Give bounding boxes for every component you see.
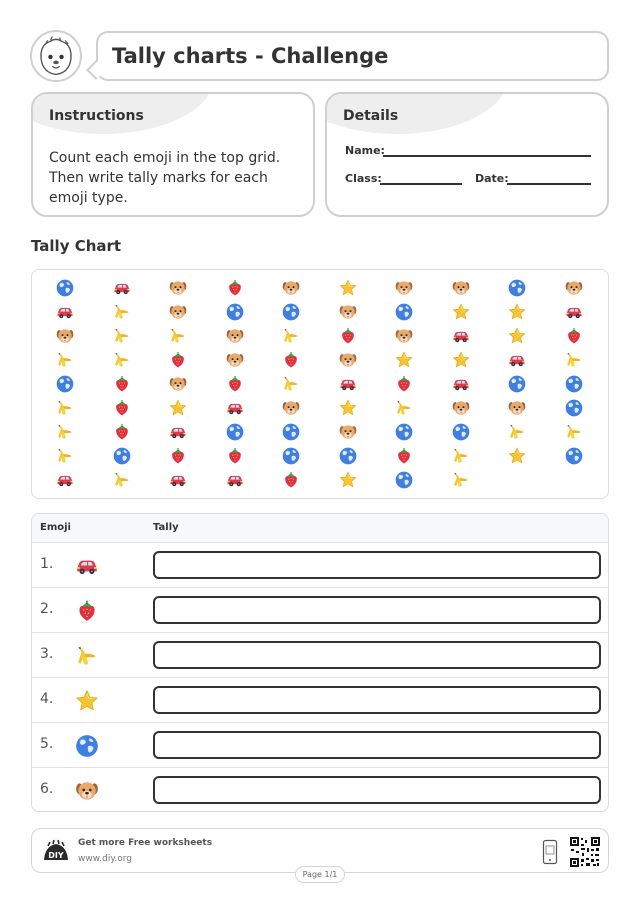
grid-cell bbox=[392, 469, 416, 491]
svg-text:DIY: DIY bbox=[48, 851, 64, 860]
globe-icon bbox=[225, 422, 245, 442]
table-row bbox=[32, 633, 608, 678]
grid-cell bbox=[166, 349, 190, 371]
grid-cell bbox=[336, 445, 360, 467]
grid-cell bbox=[505, 349, 529, 371]
dog-face-icon bbox=[168, 302, 188, 322]
row-number: 6. bbox=[40, 781, 54, 797]
grid-cell bbox=[53, 469, 77, 491]
grid-cell bbox=[392, 277, 416, 299]
instructions-heading: Instructions bbox=[49, 108, 144, 124]
phone-icon bbox=[542, 839, 558, 865]
car-icon bbox=[225, 398, 245, 418]
star-icon bbox=[74, 688, 100, 714]
grid-cell bbox=[449, 349, 473, 371]
grid-cell bbox=[505, 277, 529, 299]
star-icon bbox=[394, 350, 414, 370]
banana-icon bbox=[74, 643, 100, 669]
grid-cell bbox=[110, 373, 134, 395]
mascot-icon bbox=[32, 32, 80, 80]
globe-icon bbox=[74, 733, 100, 759]
grid-cell bbox=[166, 397, 190, 419]
dog-face-icon bbox=[168, 374, 188, 394]
strawberry-icon bbox=[564, 326, 584, 346]
table-header bbox=[32, 514, 608, 543]
car-icon bbox=[112, 278, 132, 298]
banana-icon bbox=[281, 326, 301, 346]
grid-cell bbox=[223, 325, 247, 347]
star-icon bbox=[168, 398, 188, 418]
strawberry-icon bbox=[168, 446, 188, 466]
globe-icon bbox=[225, 302, 245, 322]
strawberry-icon bbox=[281, 350, 301, 370]
banana-icon bbox=[451, 446, 471, 466]
row-emoji bbox=[74, 778, 100, 804]
grid-cell bbox=[392, 301, 416, 323]
page-indicator: Page 1/1 bbox=[295, 866, 345, 883]
grid-cell bbox=[505, 325, 529, 347]
grid-cell bbox=[562, 421, 586, 443]
name-label: Name: bbox=[345, 144, 385, 157]
star-icon bbox=[451, 302, 471, 322]
grid-cell bbox=[505, 301, 529, 323]
grid-cell bbox=[392, 421, 416, 443]
instructions-card bbox=[31, 92, 315, 217]
star-icon bbox=[507, 446, 527, 466]
banana-icon bbox=[564, 350, 584, 370]
grid-cell bbox=[53, 421, 77, 443]
grid-cell bbox=[166, 301, 190, 323]
name-field[interactable] bbox=[383, 155, 591, 157]
grid-cell bbox=[223, 421, 247, 443]
globe-icon bbox=[394, 422, 414, 442]
car-icon bbox=[225, 470, 245, 490]
grid-cell bbox=[449, 277, 473, 299]
globe-icon bbox=[564, 446, 584, 466]
speech-tail bbox=[86, 60, 106, 80]
grid-cell bbox=[449, 421, 473, 443]
grid-cell bbox=[223, 397, 247, 419]
grid-cell bbox=[53, 397, 77, 419]
row-emoji bbox=[74, 643, 100, 669]
grid-cell bbox=[562, 349, 586, 371]
grid-cell bbox=[53, 301, 77, 323]
grid-cell bbox=[53, 349, 77, 371]
banana-icon bbox=[112, 350, 132, 370]
grid-cell bbox=[449, 325, 473, 347]
details-card bbox=[325, 92, 609, 217]
dog-face-icon bbox=[564, 278, 584, 298]
grid-cell bbox=[223, 469, 247, 491]
dog-face-icon bbox=[168, 278, 188, 298]
grid-cell bbox=[336, 373, 360, 395]
section-title: Tally Chart bbox=[31, 237, 122, 255]
grid-cell bbox=[166, 469, 190, 491]
grid-cell bbox=[336, 349, 360, 371]
grid-cell bbox=[110, 325, 134, 347]
grid-cell bbox=[562, 373, 586, 395]
row-number: 1. bbox=[40, 556, 54, 572]
car-icon bbox=[451, 326, 471, 346]
grid-cell bbox=[110, 301, 134, 323]
globe-icon bbox=[281, 446, 301, 466]
grid-cell bbox=[279, 277, 303, 299]
grid-cell bbox=[392, 349, 416, 371]
star-icon bbox=[338, 398, 358, 418]
strawberry-icon bbox=[338, 326, 358, 346]
car-icon bbox=[168, 470, 188, 490]
star-icon bbox=[451, 350, 471, 370]
grid-cell bbox=[279, 373, 303, 395]
dog-face-icon bbox=[225, 350, 245, 370]
grid-cell bbox=[110, 277, 134, 299]
banana-icon bbox=[112, 326, 132, 346]
banana-icon bbox=[55, 350, 75, 370]
grid-cell bbox=[505, 373, 529, 395]
row-emoji bbox=[74, 598, 100, 624]
dog-face-icon bbox=[451, 398, 471, 418]
strawberry-icon bbox=[112, 398, 132, 418]
grid-cell bbox=[166, 277, 190, 299]
grid-cell bbox=[336, 397, 360, 419]
dog-face-icon bbox=[451, 278, 471, 298]
globe-icon bbox=[507, 374, 527, 394]
car-icon bbox=[168, 422, 188, 442]
table-row bbox=[32, 588, 608, 633]
tally-input-box[interactable] bbox=[153, 686, 601, 714]
grid-cell bbox=[392, 445, 416, 467]
star-icon bbox=[338, 470, 358, 490]
grid-cell bbox=[110, 349, 134, 371]
grid-cell bbox=[166, 421, 190, 443]
car-icon bbox=[564, 302, 584, 322]
grid-cell bbox=[392, 325, 416, 347]
grid-cell bbox=[53, 325, 77, 347]
strawberry-icon bbox=[394, 374, 414, 394]
col-header-tally: Tally bbox=[153, 522, 179, 533]
grid-cell bbox=[449, 301, 473, 323]
dog-face-icon bbox=[55, 326, 75, 346]
grid-cell bbox=[223, 277, 247, 299]
grid-cell bbox=[279, 469, 303, 491]
diy-logo-icon[interactable] bbox=[42, 838, 70, 866]
grid-cell bbox=[110, 397, 134, 419]
tally-input-box[interactable] bbox=[153, 641, 601, 669]
tally-input-box[interactable] bbox=[153, 596, 601, 624]
star-icon bbox=[507, 326, 527, 346]
footer-promo-text: Get more Free worksheets bbox=[78, 838, 213, 848]
globe-icon bbox=[564, 398, 584, 418]
dog-face-icon bbox=[225, 326, 245, 346]
emoji-grid bbox=[31, 269, 609, 499]
table-row bbox=[32, 678, 608, 723]
row-emoji bbox=[74, 553, 100, 579]
col-header-emoji: Emoji bbox=[40, 522, 71, 533]
dog-face-icon bbox=[394, 326, 414, 346]
grid-cell bbox=[449, 469, 473, 491]
star-icon bbox=[507, 302, 527, 322]
strawberry-icon bbox=[225, 446, 245, 466]
instructions-text: Count each emoji in the top grid. Then write tally marks for each emoji type. bbox=[49, 150, 281, 206]
grid-cell bbox=[562, 397, 586, 419]
row-number: 5. bbox=[40, 736, 54, 752]
table-row bbox=[32, 768, 608, 812]
dog-face-icon bbox=[281, 278, 301, 298]
row-emoji bbox=[74, 688, 100, 714]
strawberry-icon bbox=[394, 446, 414, 466]
grid-cell bbox=[392, 397, 416, 419]
dog-face-icon bbox=[281, 398, 301, 418]
mascot-avatar bbox=[30, 30, 82, 82]
grid-cell bbox=[279, 421, 303, 443]
strawberry-icon bbox=[281, 470, 301, 490]
globe-icon bbox=[55, 278, 75, 298]
banana-icon bbox=[507, 422, 527, 442]
banana-icon bbox=[55, 446, 75, 466]
footer-url[interactable]: www.diy.org bbox=[78, 854, 132, 864]
car-icon bbox=[338, 374, 358, 394]
row-emoji bbox=[74, 733, 100, 759]
globe-icon bbox=[394, 302, 414, 322]
grid-cell bbox=[562, 325, 586, 347]
car-icon bbox=[55, 302, 75, 322]
globe-icon bbox=[507, 278, 527, 298]
grid-cell bbox=[562, 301, 586, 323]
globe-icon bbox=[564, 374, 584, 394]
grid-cell bbox=[449, 373, 473, 395]
strawberry-icon bbox=[74, 598, 100, 624]
grid-cell bbox=[223, 301, 247, 323]
banana-icon bbox=[55, 422, 75, 442]
star-icon bbox=[338, 278, 358, 298]
grid-cell bbox=[336, 469, 360, 491]
class-field[interactable] bbox=[380, 183, 462, 185]
tally-input-box[interactable] bbox=[153, 731, 601, 759]
grid-cell bbox=[336, 301, 360, 323]
grid-cell bbox=[505, 397, 529, 419]
grid-cell bbox=[53, 373, 77, 395]
banana-icon bbox=[112, 302, 132, 322]
grid-cell bbox=[279, 301, 303, 323]
car-icon bbox=[55, 470, 75, 490]
globe-icon bbox=[112, 446, 132, 466]
title-banner bbox=[96, 31, 609, 81]
banana-icon bbox=[394, 398, 414, 418]
globe-icon bbox=[55, 374, 75, 394]
grid-cell bbox=[53, 445, 77, 467]
grid-cell bbox=[449, 445, 473, 467]
grid-cell bbox=[336, 277, 360, 299]
table-row bbox=[32, 723, 608, 768]
grid-cell bbox=[110, 445, 134, 467]
class-label: Class: bbox=[345, 172, 382, 185]
grid-cell bbox=[562, 445, 586, 467]
car-icon bbox=[507, 350, 527, 370]
car-icon bbox=[74, 553, 100, 579]
grid-cell bbox=[449, 397, 473, 419]
banana-icon bbox=[281, 374, 301, 394]
banana-icon bbox=[55, 398, 75, 418]
grid-cell bbox=[223, 349, 247, 371]
dog-face-icon bbox=[338, 302, 358, 322]
grid-cell bbox=[166, 325, 190, 347]
strawberry-icon bbox=[112, 374, 132, 394]
dog-face-icon bbox=[394, 278, 414, 298]
banana-icon bbox=[564, 422, 584, 442]
grid-cell bbox=[279, 349, 303, 371]
grid-cell bbox=[53, 277, 77, 299]
grid-cell bbox=[166, 373, 190, 395]
grid-cell bbox=[110, 469, 134, 491]
grid-cell bbox=[166, 445, 190, 467]
globe-icon bbox=[451, 422, 471, 442]
dog-face-icon bbox=[507, 398, 527, 418]
dog-face-icon bbox=[338, 350, 358, 370]
tally-table bbox=[31, 513, 609, 812]
dog-face-icon bbox=[74, 778, 100, 804]
grid-cell bbox=[110, 421, 134, 443]
car-icon bbox=[451, 374, 471, 394]
row-number: 2. bbox=[40, 601, 54, 617]
table-row bbox=[32, 543, 608, 588]
grid-cell bbox=[505, 421, 529, 443]
qr-code-icon[interactable] bbox=[569, 836, 601, 868]
grid-cell bbox=[223, 373, 247, 395]
details-heading: Details bbox=[343, 108, 399, 124]
page-title: Tally charts - Challenge bbox=[112, 44, 389, 68]
globe-icon bbox=[338, 446, 358, 466]
tally-input-box[interactable] bbox=[153, 776, 601, 804]
tally-input-box[interactable] bbox=[153, 551, 601, 579]
row-number: 3. bbox=[40, 646, 54, 662]
grid-cell bbox=[336, 421, 360, 443]
grid-cell bbox=[279, 325, 303, 347]
grid-cell bbox=[392, 373, 416, 395]
globe-icon bbox=[281, 302, 301, 322]
strawberry-icon bbox=[112, 422, 132, 442]
strawberry-icon bbox=[168, 350, 188, 370]
banana-icon bbox=[451, 470, 471, 490]
grid-cell bbox=[279, 397, 303, 419]
date-label: Date: bbox=[475, 172, 509, 185]
banana-icon bbox=[168, 326, 188, 346]
globe-icon bbox=[394, 470, 414, 490]
grid-cell bbox=[505, 445, 529, 467]
grid-cell bbox=[336, 325, 360, 347]
strawberry-icon bbox=[225, 374, 245, 394]
date-field[interactable] bbox=[507, 183, 591, 185]
grid-cell bbox=[279, 445, 303, 467]
grid-cell bbox=[223, 445, 247, 467]
globe-icon bbox=[281, 422, 301, 442]
banana-icon bbox=[112, 470, 132, 490]
strawberry-icon bbox=[225, 278, 245, 298]
row-number: 4. bbox=[40, 691, 54, 707]
grid-cell bbox=[562, 277, 586, 299]
dog-face-icon bbox=[338, 422, 358, 442]
